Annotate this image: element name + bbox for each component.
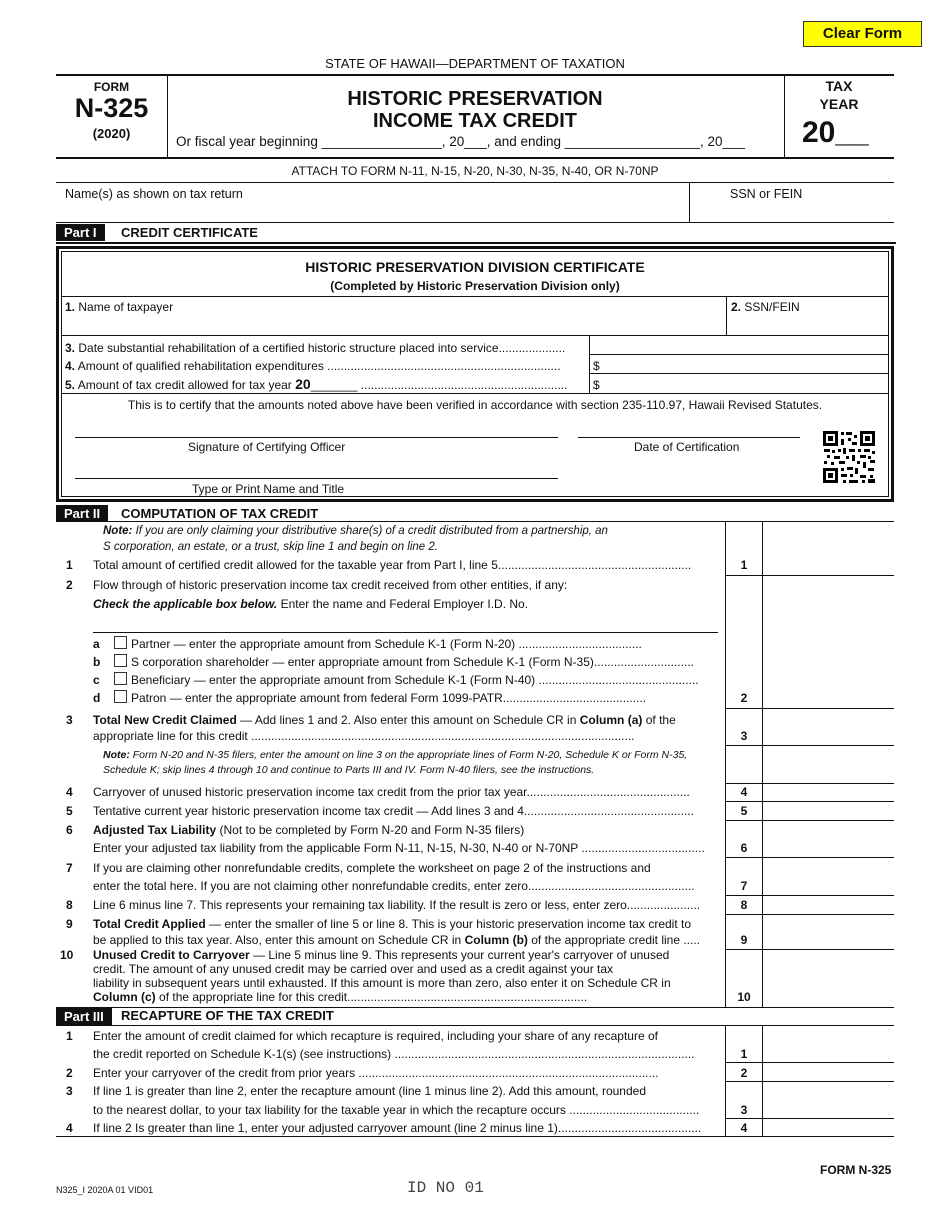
cert-line2-label: SSN/FEIN bbox=[744, 300, 800, 314]
note3-label: Note: bbox=[103, 749, 130, 761]
certify-statement: This is to certify that the amounts noted above have been verified in accordance with section 235-110.97, Hawaii Revised Statutes. bbox=[127, 398, 823, 412]
p2-line2b-letter: b bbox=[93, 655, 101, 669]
p3-line1-a: Enter the amount of credit claimed for which recapture is required, including your share of any recapture of bbox=[93, 1029, 658, 1043]
p2-line9-line2a: be applied to this tax year. Also, enter this amount on Schedule CR in bbox=[93, 933, 462, 947]
fiscal-year-line[interactable]: Or fiscal year beginning ________________, 20___, and ending __________________, 20___ bbox=[176, 134, 745, 149]
note3-text1: Form N-20 and N-35 filers, enter the amount on line 3 on the appropriate lines of Form N-20, Schedule K or Form N-35, bbox=[132, 749, 688, 761]
p3-line2-text: Enter your carryover of the credit from prior years .......................................................................................... bbox=[93, 1066, 659, 1080]
certificate-title: HISTORIC PRESERVATION DIVISION CERTIFICATE bbox=[305, 259, 645, 275]
p2-line2b-text: S corporation shareholder — enter appropriate amount from Schedule K-1 (Form N-35).............................. bbox=[131, 655, 694, 669]
p2-line3-bold: Total New Credit Claimed bbox=[93, 713, 237, 727]
p2-line9-amount[interactable] bbox=[763, 932, 894, 949]
part2-tab: Part II bbox=[56, 505, 108, 522]
p2-line7-amount[interactable] bbox=[763, 878, 894, 895]
p3-line4-num: 4 bbox=[66, 1121, 73, 1135]
cert-line3-num: 3. bbox=[65, 341, 76, 355]
p2-line1-text: Total amount of certified credit allowed for the taxable year from Part I, line 5.......................................................... bbox=[93, 558, 692, 572]
p2-line1-box: 1 bbox=[740, 558, 748, 572]
footer-code: N325_I 2020A 01 VID01 bbox=[56, 1185, 154, 1195]
cert-line1-num: 1. bbox=[65, 300, 76, 314]
form-title-line1: HISTORIC PRESERVATION bbox=[347, 88, 603, 110]
p2-line9-box: 9 bbox=[740, 933, 748, 947]
p2-line9-bold: Total Credit Applied bbox=[93, 917, 206, 931]
p2-line2-box: 2 bbox=[740, 691, 748, 705]
note-text1: If you are only claiming your distributive share(s) of a credit distributed from a partnership, an bbox=[135, 525, 608, 537]
beneficiary-checkbox[interactable] bbox=[114, 672, 127, 685]
name-title-label: Type or Print Name and Title bbox=[192, 482, 345, 496]
cert-line5-dollar: $ bbox=[593, 378, 600, 392]
p2-line3-col-a: Column (a) bbox=[579, 713, 643, 727]
p2-line10-line4: of the appropriate line for this credit........................................................................ bbox=[159, 990, 588, 1004]
p3-line1-b: the credit reported on Schedule K-1(s) (see instructions) .......................................................................................... bbox=[93, 1047, 695, 1061]
p3-line4-text: If line 2 Is greater than line 1, enter your adjusted carryover amount (line 2 minus line 1)........................................... bbox=[93, 1121, 702, 1135]
p2-line10-amount[interactable] bbox=[763, 988, 894, 1006]
part3-tab: Part III bbox=[56, 1008, 112, 1025]
p2-line5-box: 5 bbox=[740, 804, 748, 818]
cert-line5-num: 5. bbox=[65, 378, 76, 392]
p2-line2-text: Flow through of historic preservation income tax credit received from other entities, if any: bbox=[93, 578, 568, 592]
p2-line10-bold: Unused Credit to Carryover bbox=[93, 948, 250, 962]
p2-line8-box: 8 bbox=[740, 898, 748, 912]
cert-line5-year: 20 bbox=[295, 376, 311, 392]
ssn-label: SSN or FEIN bbox=[730, 187, 803, 201]
clear-form-button[interactable]: Clear Form bbox=[803, 21, 922, 47]
p2-line5-amount[interactable] bbox=[763, 802, 894, 819]
p2-line1-num: 1 bbox=[66, 558, 73, 572]
p3-line2-num: 2 bbox=[66, 1066, 73, 1080]
p2-line7-num: 7 bbox=[66, 861, 73, 875]
p2-line6-line2: Enter your adjusted tax liability from the applicable Form N-11, N-15, N-30, N-40 or N-70NP ..................................... bbox=[93, 841, 705, 855]
form-title-line2: INCOME TAX CREDIT bbox=[372, 110, 578, 132]
footer-id-no: ID NO 01 bbox=[407, 1179, 484, 1197]
p2-line2a-text: Partner — enter the appropriate amount from Schedule K-1 (Form N-20) ..................................... bbox=[131, 637, 642, 651]
p2-line2-num: 2 bbox=[66, 578, 73, 592]
p2-line8-num: 8 bbox=[66, 898, 73, 912]
p2-line3-amount[interactable] bbox=[763, 728, 894, 745]
p3-line3-num: 3 bbox=[66, 1084, 73, 1098]
name-label: Name(s) as shown on tax return bbox=[65, 187, 243, 201]
p3-line2-amount[interactable] bbox=[763, 1063, 894, 1080]
p2-line10-box: 10 bbox=[737, 990, 751, 1004]
form-label: FORM bbox=[93, 80, 130, 94]
cert-line3-label: Date substantial rehabilitation of a certified historic structure placed into service.................... bbox=[78, 341, 566, 355]
p2-line3-box: 3 bbox=[740, 729, 748, 743]
p2-line2c-letter: c bbox=[93, 673, 100, 687]
p2-line2d-letter: d bbox=[93, 691, 101, 705]
p2-line9-rest: — enter the smaller of line 5 or line 8. This is your historic preservation income tax credit to bbox=[209, 917, 692, 931]
p2-line9-num: 9 bbox=[66, 917, 73, 931]
p2-line10-rest: — Line 5 minus line 9. This represents your current year's carryover of unused bbox=[253, 948, 670, 962]
p2-line4-num: 4 bbox=[66, 785, 73, 799]
p2-line8-text: Line 6 minus line 7. This represents your remaining tax liability. If the result is zero or less, enter zero...................... bbox=[93, 898, 701, 912]
cert-line5-label: Amount of tax credit allowed for tax year bbox=[77, 378, 292, 392]
p3-line3-b: to the nearest dollar, to your tax liability for the taxable year in which the recapture occurs ....................................... bbox=[93, 1103, 700, 1117]
p2-line6-bold: Adjusted Tax Liability bbox=[93, 823, 217, 837]
p3-line1-box: 1 bbox=[740, 1047, 748, 1061]
part2-title: COMPUTATION OF TAX CREDIT bbox=[121, 506, 319, 521]
p2-line6-num: 6 bbox=[66, 823, 73, 837]
p2-line10-num: 10 bbox=[60, 948, 74, 962]
cert-line4-dollar: $ bbox=[593, 359, 600, 373]
p2-line6-box: 6 bbox=[740, 841, 748, 855]
p2-line5-num: 5 bbox=[66, 804, 73, 818]
s-corp-checkbox[interactable] bbox=[114, 654, 127, 667]
p3-line4-amount[interactable] bbox=[763, 1119, 894, 1135]
footer-form-id: FORM N-325 bbox=[820, 1163, 892, 1177]
p3-line3-box: 3 bbox=[740, 1103, 748, 1117]
p2-line2-check-bold: Check the applicable box below. bbox=[93, 597, 278, 611]
p2-line7-box: 7 bbox=[740, 879, 748, 893]
p2-line10-col-c: Column (c) bbox=[93, 990, 156, 1004]
note-text2: S corporation, an estate, or a trust, skip line 1 and begin on line 2. bbox=[103, 541, 438, 553]
p2-line2-check-rest: Enter the name and Federal Employer I.D. No. bbox=[280, 597, 529, 611]
p2-line7-line2: enter the total here. If you are not claiming other nonrefundable credits, enter zero.................................................. bbox=[93, 879, 695, 893]
part1-title: CREDIT CERTIFICATE bbox=[121, 225, 258, 240]
p2-line4-amount[interactable] bbox=[763, 784, 894, 801]
cert-line4-label: Amount of qualified rehabilitation expenditures ...................................................................... bbox=[77, 359, 561, 373]
part3-title: RECAPTURE OF THE TAX CREDIT bbox=[121, 1008, 334, 1023]
tax-year-label1: TAX bbox=[825, 78, 853, 94]
p2-line3-line2: appropriate line for this credit ................................................................................................................... bbox=[93, 729, 635, 743]
attach-instruction: ATTACH TO FORM N-11, N-15, N-20, N-30, N-35, N-40, OR N-70NP bbox=[291, 164, 659, 178]
date-certification-label: Date of Certification bbox=[634, 440, 740, 454]
p2-line2d-text: Patron — enter the appropriate amount from federal Form 1099-PATR........................................... bbox=[131, 691, 647, 705]
p2-line8-amount[interactable] bbox=[763, 896, 894, 913]
p2-line2c-text: Beneficiary — enter the appropriate amount from Schedule K-1 (Form N-40) ................................................ bbox=[131, 673, 699, 687]
entity-name-fein-field[interactable] bbox=[93, 616, 718, 633]
agency-name: STATE OF HAWAII—DEPARTMENT OF TAXATION bbox=[325, 56, 625, 71]
p3-line1-amount[interactable] bbox=[763, 1045, 894, 1062]
note3-text2: Schedule K; skip lines 4 through 10 and continue to Parts III and IV. Form N-40 filers, see the instructions. bbox=[103, 764, 595, 776]
cert-line1-label: Name of taxpayer bbox=[78, 300, 174, 314]
p2-line6-rest: (Not to be completed by Form N-20 and Form N-35 filers) bbox=[219, 823, 525, 837]
tax-year-label2: YEAR bbox=[819, 96, 859, 112]
p2-line1-amount[interactable] bbox=[763, 557, 894, 574]
p2-line3-rest1: — Add lines 1 and 2. Also enter this amount on Schedule CR in bbox=[240, 713, 577, 727]
p2-line4-text: Carryover of unused historic preservation income tax credit from the prior tax year................................................. bbox=[93, 785, 690, 799]
p2-line9-col-b: Column (b) bbox=[464, 933, 528, 947]
p2-line10-line2: credit. The amount of any unused credit may be carried over and used as a credit against your tax bbox=[93, 962, 614, 976]
cert-line2-num: 2. bbox=[731, 300, 742, 314]
form-number: N-325 bbox=[74, 93, 149, 123]
p2-line2a-letter: a bbox=[93, 637, 100, 651]
note-label: Note: bbox=[103, 525, 133, 537]
p3-line1-num: 1 bbox=[66, 1029, 73, 1043]
p2-line2-amount[interactable] bbox=[763, 690, 894, 707]
p2-line3-rest2: of the bbox=[645, 713, 676, 727]
qr-code-icon bbox=[822, 430, 876, 484]
p3-line2-box: 2 bbox=[740, 1066, 748, 1080]
p2-line5-text: Tentative current year historic preservation income tax credit — Add lines 3 and 4................................................... bbox=[93, 804, 694, 818]
partner-checkbox[interactable] bbox=[114, 636, 127, 649]
signature-label: Signature of Certifying Officer bbox=[188, 440, 346, 454]
p3-line4-box: 4 bbox=[740, 1121, 748, 1135]
part1-tab: Part I bbox=[56, 224, 105, 241]
p2-line9-line2b: of the appropriate credit line ..... bbox=[531, 933, 701, 947]
p2-line6-amount[interactable] bbox=[763, 840, 894, 857]
p2-line3-num: 3 bbox=[66, 713, 73, 727]
tax-year-value[interactable]: 20__ bbox=[802, 116, 869, 149]
cert-line4-num: 4. bbox=[65, 359, 76, 373]
form-year: (2020) bbox=[92, 126, 131, 141]
patron-checkbox[interactable] bbox=[114, 690, 127, 703]
p2-line4-box: 4 bbox=[740, 785, 748, 799]
cert-line5-dots: _______ .............................................................. bbox=[310, 378, 568, 392]
p2-line10-line3: liability in subsequent years until exhausted. If this amount is more than zero, also enter it on Schedule CR in bbox=[93, 976, 671, 990]
certificate-subtitle: (Completed by Historic Preservation Division only) bbox=[330, 279, 620, 293]
p3-line3-amount[interactable] bbox=[763, 1100, 894, 1117]
p3-line3-a: If line 1 is greater than line 2, enter the recapture amount (line 1 minus line 2). Add this amount, rounded bbox=[93, 1084, 646, 1098]
p2-line7-line1: If you are claiming other nonrefundable credits, complete the worksheet on page 2 of the instructions and bbox=[93, 861, 651, 875]
